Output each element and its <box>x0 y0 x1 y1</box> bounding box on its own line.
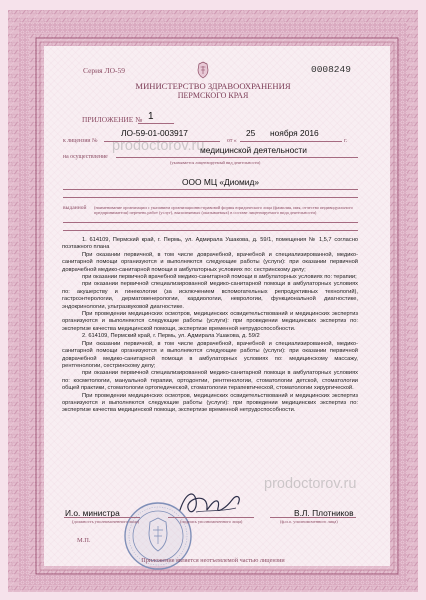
appendix-underline <box>138 123 174 124</box>
services-paragraph: При проведении медицинских осмотров, медицинских освидетельствований и медицинских экспертиз организуются и выполняются следующие работы (услуги): при проведении медицинских экспертиз по: экспертизе качества медицинской помощи, экспертизе временной нетрудоспособности. <box>62 311 358 332</box>
handwritten-signature <box>176 486 246 520</box>
coat-of-arms-emblem <box>196 61 210 79</box>
year-suffix: г. <box>344 138 348 144</box>
ministry-title: МИНИСТЕРСТВО ЗДРАВООХРАНЕНИЯ <box>135 81 291 91</box>
organization-underline-1 <box>63 189 358 190</box>
appendix-label: ПРИЛОЖЕНИЕ № <box>82 115 143 124</box>
date-day: 25 <box>246 128 256 138</box>
services-paragraph: 2. 614109, Пермский край, г. Пермь, ул. Адмирала Ушакова, д. 59/2 <box>82 333 260 340</box>
appendix-number: 1 <box>148 111 154 122</box>
role-caption: (должность уполномоченного лица) <box>72 519 140 524</box>
name-underline <box>270 517 356 518</box>
issued-caption: (наименование организации с указанием организационно-правовой формы юридического лица (фамилия, имя, отчество индивидуального предпринимателя) перечень работ (услуг), выполняемых (оказываемых) в составе лицензируемого вида деятельности) <box>94 205 353 216</box>
license-label: к лицензии № <box>63 138 98 144</box>
activity-caption: (указывается лицензируемый вид деятельности) <box>170 160 261 165</box>
name-caption: (ф.и.о. уполномоченного лица) <box>280 519 338 524</box>
issued-underline-2 <box>63 230 358 231</box>
activity-value: медицинской деятельности <box>200 145 307 155</box>
services-paragraph: 1. 614109, Пермский край, г. Пермь, ул. Адмирала Ушакова, д. 59/1, помещения № 1,5,7 согласно поэтажного плана <box>62 237 358 251</box>
seal-mark: М.П. <box>77 537 91 544</box>
role-underline <box>64 517 140 518</box>
sign-caption: (подпись уполномоченного лица) <box>180 519 243 524</box>
date-underline <box>240 141 342 142</box>
organization-underline-2 <box>63 197 358 198</box>
services-paragraph: При оказании первичной, в том числе доврачебной, врачебной и специализированной, медико-санитарной помощи организуются и выполняются следующие работы (услуги): при оказании первичной доврачебной медико-санитарной помощи в амбулаторных условиях по: сестринскому делу; <box>62 251 358 273</box>
issued-underline-1 <box>63 222 358 223</box>
services-paragraph: при оказании первичной специализированной медико-санитарной помощи в амбулаторных условиях по: акушерству и гинекологии (за исключением вспомогательных репродуктивных технологий), гастроэнтерологии, дерматовенерологии, кардиологии, неврологии, функциональной диагностике, эндокринологии, ультразвуковой диагностике. <box>62 281 358 310</box>
activity-label: на осуществление <box>63 154 108 160</box>
sign-underline <box>168 517 254 518</box>
activity-underline <box>116 157 358 158</box>
issued-label: выданной <box>63 205 87 211</box>
watermark: prodoctorov.ru <box>264 476 357 492</box>
signatory-role: И.о. министра <box>65 508 120 518</box>
services-text <box>62 237 358 415</box>
organization-name: ООО МЦ «Диомид» <box>182 177 260 187</box>
series-label: Серия ЛО-59 <box>83 66 126 75</box>
region-title: ПЕРМСКОГО КРАЯ <box>177 91 249 100</box>
form-number: 0008249 <box>311 64 351 75</box>
signatory-name: В.Л. Плотников <box>294 508 354 518</box>
date-month-year: ноября 2016 <box>270 128 319 138</box>
services-paragraph: При проведении медицинских осмотров, медицинских освидетельствований и медицинских экспертиз организуются и выполняются следующие работы (услуги): при проведении медицинских экспертиз по: экспертизе качества медицинской помощи, экспертизе временной нетрудоспособности. <box>62 392 358 414</box>
date-from-label: от « <box>227 138 237 144</box>
services-paragraph: при оказании первичной врачебной медико-санитарной помощи в амбулаторных условиях по: терапии; <box>82 274 357 281</box>
services-paragraph: При оказании первичной, в том числе доврачебной, врачебной и специализированной, медико-санитарной помощи организуются и выполняются следующие работы (услуги): при оказании первичной доврачебной медико-санитарной помощи в амбулаторных условиях по: медицинскому массажу, рентгенологии, сестринскому делу; <box>62 340 358 369</box>
footer-note: Приложение является неотъемлемой частью лицензии <box>141 557 285 564</box>
services-paragraph: при оказании первичной специализированной медико-санитарной помощи в амбулаторных условиях по: косметологии, мануальной терапии, ортодонтии, рентгенологии, стоматологии детской, стоматологии общей практики, стоматологии ортопедической, стоматологии терапевтической, стоматологии хирургической. <box>62 370 358 392</box>
watermark: prodoctorov.ru <box>112 138 205 154</box>
license-number: ЛО-59-01-003917 <box>121 128 188 138</box>
